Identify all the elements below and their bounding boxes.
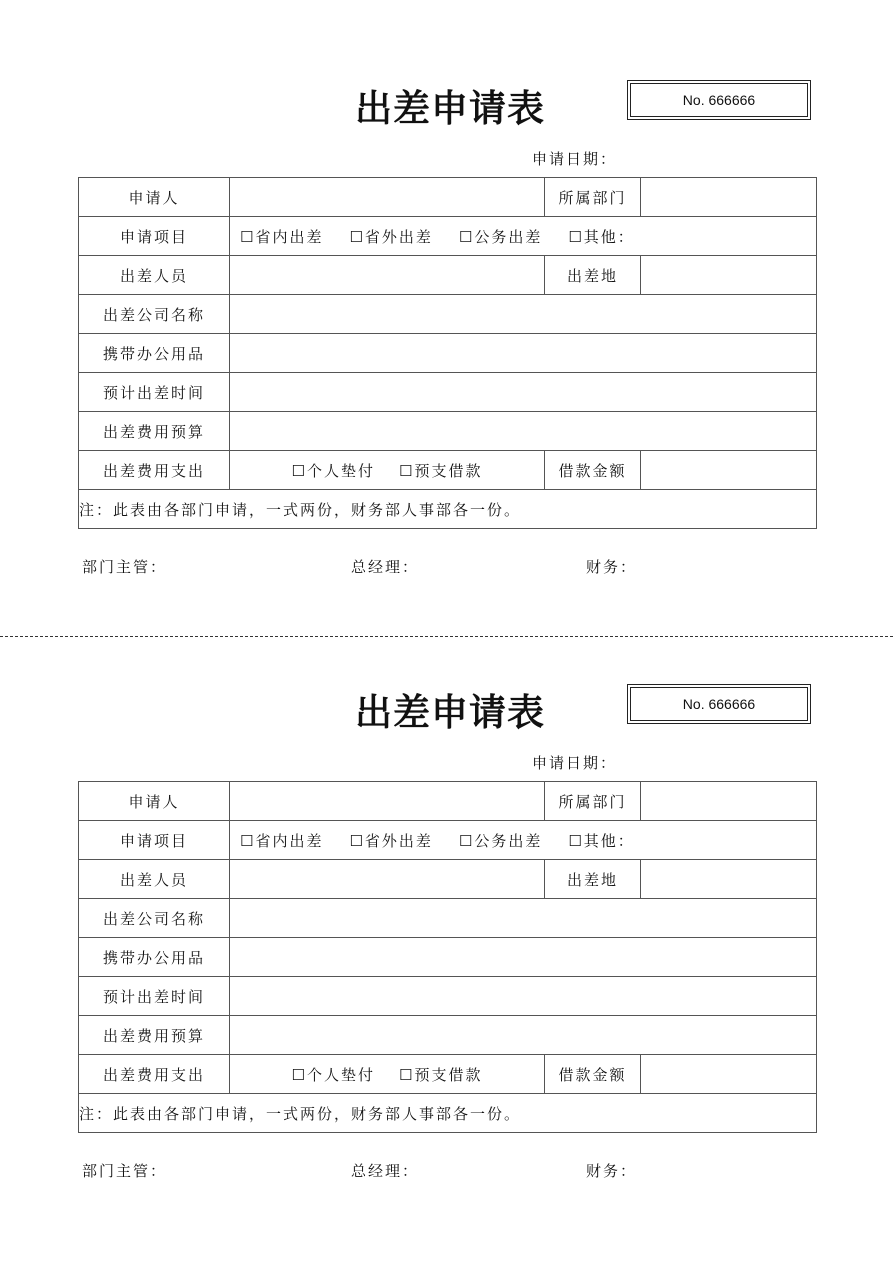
cut-line-divider bbox=[0, 636, 893, 637]
option-official-checkbox[interactable]: ☐公务出差 bbox=[458, 831, 543, 850]
applicant-label: 申请人 bbox=[79, 782, 230, 821]
time-label: 预计出差时间 bbox=[79, 373, 230, 412]
table-row bbox=[79, 334, 817, 373]
dept-head-signature-label: 部门主管： bbox=[82, 1162, 168, 1180]
loan-field[interactable] bbox=[641, 1055, 817, 1094]
applicant-field[interactable] bbox=[230, 178, 545, 217]
loan-field[interactable] bbox=[641, 451, 817, 490]
option-personal-advance-checkbox[interactable]: ☐个人垫付 bbox=[291, 461, 375, 480]
finance-signature-label: 财务： bbox=[586, 1162, 638, 1180]
budget-label: 出差费用预算 bbox=[79, 412, 230, 451]
serial-number-box bbox=[627, 684, 811, 724]
budget-field[interactable] bbox=[230, 412, 817, 451]
serial-number-box bbox=[627, 80, 811, 120]
serial-number: No. 666666 bbox=[630, 83, 808, 117]
table-row bbox=[79, 217, 817, 256]
serial-number: No. 666666 bbox=[630, 687, 808, 721]
supplies-field[interactable] bbox=[230, 938, 817, 977]
application-date-label: 申请日期： bbox=[532, 150, 618, 168]
option-prepaid-loan-checkbox[interactable]: ☐预支借款 bbox=[399, 1065, 483, 1084]
staff-field[interactable] bbox=[230, 256, 545, 295]
option-other-checkbox[interactable]: ☐其他： bbox=[568, 831, 635, 850]
table-row bbox=[79, 178, 817, 217]
destination-field[interactable] bbox=[641, 860, 817, 899]
item-options bbox=[230, 217, 817, 256]
company-field[interactable] bbox=[230, 899, 817, 938]
table-row bbox=[79, 1094, 817, 1133]
applicant-field[interactable] bbox=[230, 782, 545, 821]
table-row bbox=[79, 938, 817, 977]
dept-head-signature-label: 部门主管： bbox=[82, 558, 168, 576]
company-label: 出差公司名称 bbox=[79, 295, 230, 334]
destination-label: 出差地 bbox=[545, 860, 641, 899]
loan-label: 借款金额 bbox=[545, 1055, 641, 1094]
item-label: 申请项目 bbox=[79, 821, 230, 860]
form-title: 出差申请表 bbox=[355, 87, 545, 130]
loan-label: 借款金额 bbox=[545, 451, 641, 490]
table-row bbox=[79, 256, 817, 295]
time-label: 预计出差时间 bbox=[79, 977, 230, 1016]
table-row bbox=[79, 451, 817, 490]
expense-options bbox=[230, 451, 545, 490]
option-out-province-checkbox[interactable]: ☐省外出差 bbox=[349, 227, 433, 246]
table-row bbox=[79, 1055, 817, 1094]
option-personal-advance-checkbox[interactable]: ☐个人垫付 bbox=[291, 1065, 375, 1084]
department-field[interactable] bbox=[641, 178, 817, 217]
table-row bbox=[79, 490, 817, 529]
destination-label: 出差地 bbox=[545, 256, 641, 295]
department-label: 所属部门 bbox=[545, 178, 641, 217]
table-row bbox=[79, 1016, 817, 1055]
table-row bbox=[79, 977, 817, 1016]
table-row bbox=[79, 373, 817, 412]
table-row bbox=[79, 412, 817, 451]
option-in-province-checkbox[interactable]: ☐省内出差 bbox=[240, 831, 324, 850]
table-row bbox=[79, 899, 817, 938]
option-official-checkbox[interactable]: ☐公务出差 bbox=[458, 227, 543, 246]
option-in-province-checkbox[interactable]: ☐省内出差 bbox=[240, 227, 324, 246]
finance-signature-label: 财务： bbox=[586, 558, 638, 576]
form-note: 注：此表由各部门申请，一式两份，财务部人事部各一份。 bbox=[79, 490, 817, 529]
table-row bbox=[79, 860, 817, 899]
gm-signature-label: 总经理： bbox=[351, 558, 420, 576]
expense-options bbox=[230, 1055, 545, 1094]
gm-signature-label: 总经理： bbox=[351, 1162, 420, 1180]
time-field[interactable] bbox=[230, 373, 817, 412]
option-other-checkbox[interactable]: ☐其他： bbox=[568, 227, 635, 246]
application-date-label: 申请日期： bbox=[532, 754, 618, 772]
staff-label: 出差人员 bbox=[79, 256, 230, 295]
expense-label: 出差费用支出 bbox=[79, 1055, 230, 1094]
form-note: 注：此表由各部门申请，一式两份，财务部人事部各一份。 bbox=[79, 1094, 817, 1133]
time-field[interactable] bbox=[230, 977, 817, 1016]
item-options bbox=[230, 821, 817, 860]
destination-field[interactable] bbox=[641, 256, 817, 295]
staff-label: 出差人员 bbox=[79, 860, 230, 899]
supplies-field[interactable] bbox=[230, 334, 817, 373]
company-label: 出差公司名称 bbox=[79, 899, 230, 938]
form-title: 出差申请表 bbox=[355, 691, 545, 734]
application-table bbox=[78, 177, 817, 529]
budget-field[interactable] bbox=[230, 1016, 817, 1055]
staff-field[interactable] bbox=[230, 860, 545, 899]
option-out-province-checkbox[interactable]: ☐省外出差 bbox=[349, 831, 433, 850]
supplies-label: 携带办公用品 bbox=[79, 938, 230, 977]
expense-label: 出差费用支出 bbox=[79, 451, 230, 490]
option-prepaid-loan-checkbox[interactable]: ☐预支借款 bbox=[399, 461, 483, 480]
applicant-label: 申请人 bbox=[79, 178, 230, 217]
budget-label: 出差费用预算 bbox=[79, 1016, 230, 1055]
table-row bbox=[79, 821, 817, 860]
table-row bbox=[79, 295, 817, 334]
application-table bbox=[78, 781, 817, 1133]
department-field[interactable] bbox=[641, 782, 817, 821]
company-field[interactable] bbox=[230, 295, 817, 334]
supplies-label: 携带办公用品 bbox=[79, 334, 230, 373]
item-label: 申请项目 bbox=[79, 217, 230, 256]
table-row bbox=[79, 782, 817, 821]
department-label: 所属部门 bbox=[545, 782, 641, 821]
